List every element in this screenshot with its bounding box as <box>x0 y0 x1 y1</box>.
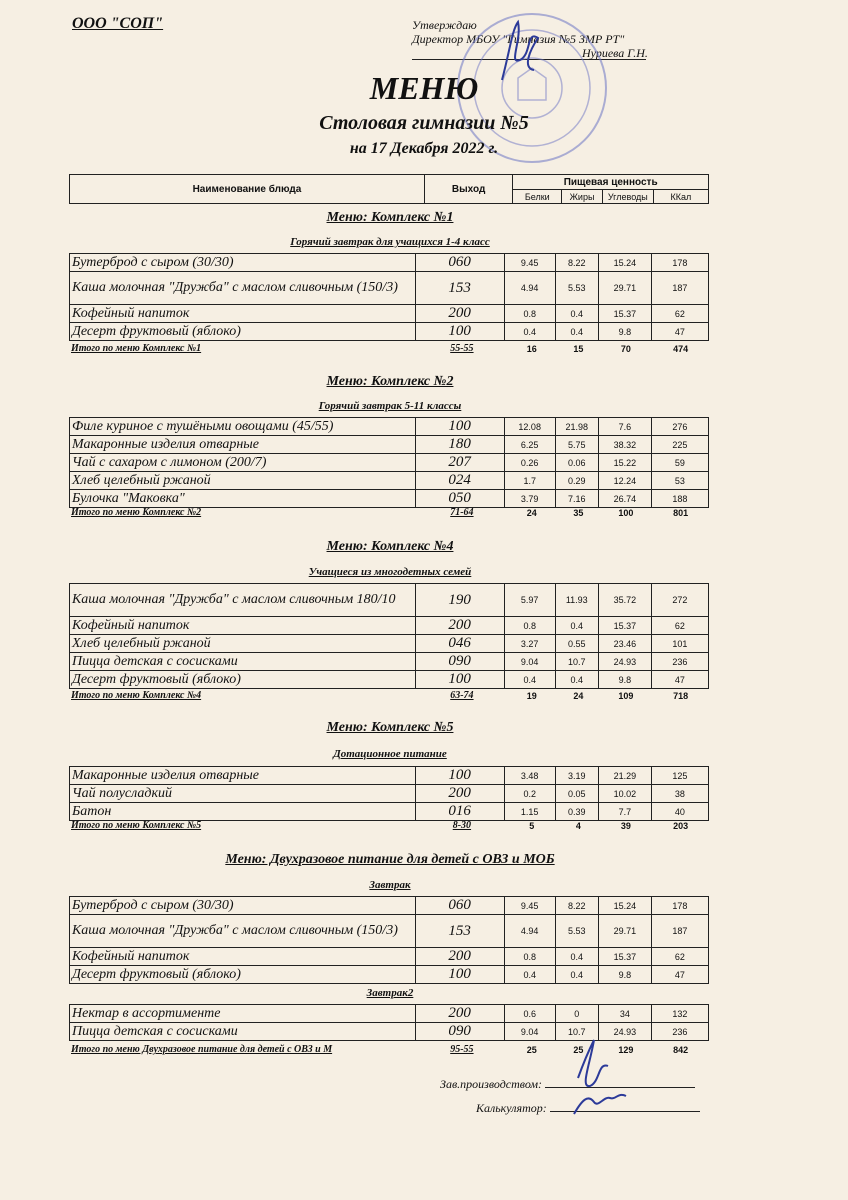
dish-output: 153 <box>415 272 504 305</box>
dish-output: 100 <box>415 966 504 984</box>
menu-header-table <box>69 174 709 204</box>
dish-fats: 11.93 <box>555 584 598 617</box>
dish-proteins: 0.6 <box>504 1005 555 1023</box>
dish-proteins: 12.08 <box>504 418 555 436</box>
dish-fats: 0.29 <box>555 472 598 490</box>
total-kcal: 842 <box>673 1044 689 1055</box>
dish-name: Чай с сахаром с лимоном (200/7) <box>70 454 416 472</box>
dish-kcal: 225 <box>651 436 708 454</box>
dish-kcal: 236 <box>651 653 708 671</box>
total-kcal: 203 <box>673 820 689 831</box>
table-row <box>70 436 709 454</box>
dish-fats: 10.7 <box>555 1023 598 1041</box>
dish-name: Макаронные изделия отварные <box>70 436 416 454</box>
total-fats: 15 <box>573 343 584 354</box>
total-output: 55-55 <box>450 343 474 354</box>
dish-fats: 5.53 <box>555 272 598 305</box>
dish-output: 016 <box>415 803 504 821</box>
dish-fats: 21.98 <box>555 418 598 436</box>
dish-proteins: 4.94 <box>504 272 555 305</box>
dish-name: Кофейный напиток <box>70 948 416 966</box>
dish-name: Булочка "Маковка" <box>70 490 416 508</box>
total-row <box>69 820 709 831</box>
total-kcal: 718 <box>673 690 689 701</box>
dish-kcal: 101 <box>651 635 708 653</box>
dish-fats: 0 <box>555 1005 598 1023</box>
dish-kcal: 187 <box>651 915 708 948</box>
table-row <box>70 454 709 472</box>
dish-name: Кофейный напиток <box>70 305 416 323</box>
dish-kcal: 62 <box>651 948 708 966</box>
dish-output: 060 <box>415 897 504 915</box>
dish-output: 046 <box>415 635 504 653</box>
total-proteins: 25 <box>526 1044 537 1055</box>
table-row <box>70 305 709 323</box>
dish-output: 200 <box>415 785 504 803</box>
header-nutrition: Пищевая ценность <box>513 175 709 190</box>
menu-table <box>69 766 709 821</box>
table-row <box>70 803 709 821</box>
total-carbs: 39 <box>620 820 631 831</box>
dish-output: 200 <box>415 305 504 323</box>
dish-name: Каша молочная "Дружба" с маслом сливочным 180/10 <box>70 584 416 617</box>
dish-output: 100 <box>415 671 504 689</box>
dish-kcal: 236 <box>651 1023 708 1041</box>
dish-output: 100 <box>415 418 504 436</box>
dish-carbs: 15.24 <box>598 254 651 272</box>
dish-fats: 10.7 <box>555 653 598 671</box>
table-row <box>70 272 709 305</box>
dish-kcal: 132 <box>651 1005 708 1023</box>
total-table-row <box>69 507 709 518</box>
group-title: Завтрак2 <box>366 987 414 999</box>
dish-fats: 7.16 <box>555 490 598 508</box>
dish-kcal: 187 <box>651 272 708 305</box>
table-row <box>70 948 709 966</box>
dish-proteins: 6.25 <box>504 436 555 454</box>
section-title: Меню: Комплекс №4 <box>326 539 454 554</box>
menu-table <box>69 417 709 508</box>
dish-kcal: 276 <box>651 418 708 436</box>
dish-output: 200 <box>415 1005 504 1023</box>
dish-fats: 0.4 <box>555 323 598 341</box>
dish-fats: 8.22 <box>555 254 598 272</box>
approval-line2: Директор МБОУ "Гимназия №5 ЗМР РТ" <box>412 32 625 46</box>
dish-carbs: 9.8 <box>598 966 651 984</box>
dish-output: 200 <box>415 617 504 635</box>
total-carbs: 100 <box>618 507 634 518</box>
approval-name: Нуриева Г.Н. <box>582 46 648 60</box>
total-proteins: 16 <box>526 343 537 354</box>
dish-kcal: 40 <box>651 803 708 821</box>
dish-carbs: 15.37 <box>598 948 651 966</box>
dish-proteins: 9.04 <box>504 1023 555 1041</box>
table-row <box>70 653 709 671</box>
approval-line1: Утверждаю <box>412 18 477 32</box>
dish-output: 100 <box>415 767 504 785</box>
dish-carbs: 38.32 <box>598 436 651 454</box>
dish-output: 090 <box>415 1023 504 1041</box>
page-subtitle: Столовая гимназии №5 <box>319 112 529 134</box>
dish-name: Нектар в ассортименте <box>70 1005 416 1023</box>
dish-kcal: 125 <box>651 767 708 785</box>
dish-carbs: 15.22 <box>598 454 651 472</box>
dish-carbs: 9.8 <box>598 671 651 689</box>
dish-fats: 0.39 <box>555 803 598 821</box>
total-proteins: 24 <box>526 507 537 518</box>
dish-kcal: 62 <box>651 305 708 323</box>
dish-proteins: 0.4 <box>504 671 555 689</box>
dish-fats: 0.06 <box>555 454 598 472</box>
total-fats: 4 <box>575 820 581 831</box>
handwritten-signatures <box>568 1036 638 1122</box>
dish-fats: 0.4 <box>555 617 598 635</box>
total-kcal: 474 <box>673 343 689 354</box>
dish-fats: 0.05 <box>555 785 598 803</box>
dish-name: Пицца детская с сосисками <box>70 1023 416 1041</box>
dish-name: Бутерброд с сыром (30/30) <box>70 897 416 915</box>
dish-fats: 3.19 <box>555 767 598 785</box>
dish-carbs: 15.37 <box>598 305 651 323</box>
dish-output: 190 <box>415 584 504 617</box>
table-row <box>70 897 709 915</box>
total-fats: 25 <box>573 1044 584 1055</box>
dish-carbs: 26.74 <box>598 490 651 508</box>
dish-kcal: 53 <box>651 472 708 490</box>
header-carbs: Углеводы <box>602 190 653 204</box>
dish-fats: 0.4 <box>555 305 598 323</box>
dish-kcal: 47 <box>651 671 708 689</box>
dish-output: 090 <box>415 653 504 671</box>
dish-proteins: 0.4 <box>504 323 555 341</box>
table-row <box>70 490 709 508</box>
total-carbs: 109 <box>618 690 634 701</box>
total-carbs: 129 <box>618 1044 634 1055</box>
total-output: 63-74 <box>450 690 474 701</box>
header-fats: Жиры <box>562 190 603 204</box>
menu-date: на 17 Декабря 2022 г. <box>349 140 499 157</box>
dish-carbs: 15.24 <box>598 897 651 915</box>
dish-carbs: 7.6 <box>598 418 651 436</box>
header-proteins: Белки <box>513 190 562 204</box>
dish-name: Каша молочная "Дружба" с маслом сливочным (150/3) <box>70 272 416 305</box>
dish-carbs: 34 <box>598 1005 651 1023</box>
total-name: Итого по меню Комплекс №1 <box>71 343 202 354</box>
total-name: Итого по меню Комплекс №5 <box>71 820 202 831</box>
table-row <box>70 671 709 689</box>
dish-kcal: 62 <box>651 617 708 635</box>
dish-output: 060 <box>415 254 504 272</box>
calculator-label: Калькулятор: <box>476 1101 547 1115</box>
table-row <box>70 418 709 436</box>
dish-name: Макаронные изделия отварные <box>70 767 416 785</box>
dish-name: Десерт фруктовый (яблоко) <box>70 323 416 341</box>
total-fats: 35 <box>573 507 584 518</box>
production-label: Зав.производством: <box>440 1077 543 1091</box>
dish-carbs: 35.72 <box>598 584 651 617</box>
dish-proteins: 5.97 <box>504 584 555 617</box>
total-row <box>69 507 709 518</box>
dish-output: 153 <box>415 915 504 948</box>
menu-table <box>69 253 709 341</box>
dish-carbs: 12.24 <box>598 472 651 490</box>
dish-fats: 0.4 <box>555 671 598 689</box>
table-row <box>70 785 709 803</box>
total-table-row <box>69 343 709 354</box>
dish-output: 050 <box>415 490 504 508</box>
dish-proteins: 0.8 <box>504 305 555 323</box>
dish-kcal: 178 <box>651 254 708 272</box>
dish-proteins: 3.79 <box>504 490 555 508</box>
section-title: Меню: Комплекс №1 <box>326 210 454 225</box>
dish-carbs: 29.71 <box>598 272 651 305</box>
page-title: МЕНЮ <box>369 70 479 106</box>
table-row <box>70 1005 709 1023</box>
table-row <box>70 472 709 490</box>
dish-fats: 8.22 <box>555 897 598 915</box>
dish-proteins: 1.7 <box>504 472 555 490</box>
dish-fats: 5.75 <box>555 436 598 454</box>
dish-proteins: 3.48 <box>504 767 555 785</box>
table-row <box>70 966 709 984</box>
table-row <box>70 617 709 635</box>
table-row <box>70 584 709 617</box>
group-title: Завтрак <box>369 879 411 891</box>
group-title: Горячий завтрак 5-11 классы <box>318 400 462 412</box>
table-row <box>70 915 709 948</box>
dish-output: 180 <box>415 436 504 454</box>
menu-table <box>69 583 709 689</box>
total-name: Итого по меню Комплекс №4 <box>71 690 202 701</box>
header-output: Выход <box>424 175 512 204</box>
dish-kcal: 59 <box>651 454 708 472</box>
dish-carbs: 7.7 <box>598 803 651 821</box>
dish-carbs: 10.02 <box>598 785 651 803</box>
dish-proteins: 3.27 <box>504 635 555 653</box>
dish-carbs: 23.46 <box>598 635 651 653</box>
table-row <box>70 635 709 653</box>
dish-name: Чай полусладкий <box>70 785 416 803</box>
dish-carbs: 24.93 <box>598 1023 651 1041</box>
dish-carbs: 24.93 <box>598 653 651 671</box>
total-kcal: 801 <box>673 507 689 518</box>
dish-proteins: 0.8 <box>504 617 555 635</box>
dish-output: 207 <box>415 454 504 472</box>
total-fats: 24 <box>573 690 584 701</box>
dish-proteins: 9.04 <box>504 653 555 671</box>
dish-name: Батон <box>70 803 416 821</box>
dish-name: Филе куриное с тушёными овощами (45/55) <box>70 418 416 436</box>
dish-carbs: 29.71 <box>598 915 651 948</box>
dish-name: Пицца детская с сосисками <box>70 653 416 671</box>
table-row <box>70 323 709 341</box>
dish-proteins: 0.8 <box>504 948 555 966</box>
dish-proteins: 4.94 <box>504 915 555 948</box>
dish-kcal: 47 <box>651 323 708 341</box>
header-kcal: ККал <box>653 190 708 204</box>
total-proteins: 19 <box>526 690 537 701</box>
dish-output: 024 <box>415 472 504 490</box>
group-title: Дотационное питание <box>333 748 447 760</box>
dish-proteins: 9.45 <box>504 897 555 915</box>
dish-fats: 0.55 <box>555 635 598 653</box>
dish-name: Хлеб целебный ржаной <box>70 472 416 490</box>
dish-output: 100 <box>415 323 504 341</box>
dish-carbs: 9.8 <box>598 323 651 341</box>
total-row <box>69 343 709 354</box>
dish-name: Кофейный напиток <box>70 617 416 635</box>
table-row <box>70 254 709 272</box>
total-name: Итого по меню Двухразовое питание для детей с ОВЗ и М <box>71 1044 333 1055</box>
total-carbs: 70 <box>620 343 631 354</box>
section-title: Меню: Комплекс №2 <box>326 374 454 389</box>
company-name: ООО "СОП" <box>72 15 164 32</box>
table-row <box>70 767 709 785</box>
dish-kcal: 47 <box>651 966 708 984</box>
dish-fats: 0.4 <box>555 966 598 984</box>
total-proteins: 5 <box>529 820 535 831</box>
group-title: Учащиеся из многодетных семей <box>308 566 472 578</box>
section-title: Меню: Комплекс №5 <box>326 720 454 735</box>
group-title: Горячий завтрак для учащихся 1-4 класс <box>290 236 490 248</box>
dish-proteins: 0.2 <box>504 785 555 803</box>
dish-kcal: 38 <box>651 785 708 803</box>
total-table-row <box>69 820 709 831</box>
total-name: Итого по меню Комплекс №2 <box>71 507 202 518</box>
total-output: 71-64 <box>450 507 474 518</box>
dish-name: Десерт фруктовый (яблоко) <box>70 671 416 689</box>
total-table-row <box>69 690 709 701</box>
dish-proteins: 0.26 <box>504 454 555 472</box>
menu-table <box>69 896 709 984</box>
dish-name: Бутерброд с сыром (30/30) <box>70 254 416 272</box>
dish-output: 200 <box>415 948 504 966</box>
dish-kcal: 178 <box>651 897 708 915</box>
dish-fats: 5.53 <box>555 915 598 948</box>
dish-name: Десерт фруктовый (яблоко) <box>70 966 416 984</box>
dish-proteins: 9.45 <box>504 254 555 272</box>
dish-kcal: 188 <box>651 490 708 508</box>
header-dish: Наименование блюда <box>70 175 425 204</box>
dish-carbs: 15.37 <box>598 617 651 635</box>
dish-carbs: 21.29 <box>598 767 651 785</box>
total-row <box>69 690 709 701</box>
total-output: 95-55 <box>450 1044 474 1055</box>
dish-kcal: 272 <box>651 584 708 617</box>
dish-name: Каша молочная "Дружба" с маслом сливочным (150/3) <box>70 915 416 948</box>
dish-proteins: 0.4 <box>504 966 555 984</box>
dish-fats: 0.4 <box>555 948 598 966</box>
dish-proteins: 1.15 <box>504 803 555 821</box>
dish-name: Хлеб целебный ржаной <box>70 635 416 653</box>
section-title: Меню: Двухразовое питание для детей с ОВЗ и МОБ <box>225 852 555 867</box>
total-output: 8-30 <box>452 820 472 831</box>
